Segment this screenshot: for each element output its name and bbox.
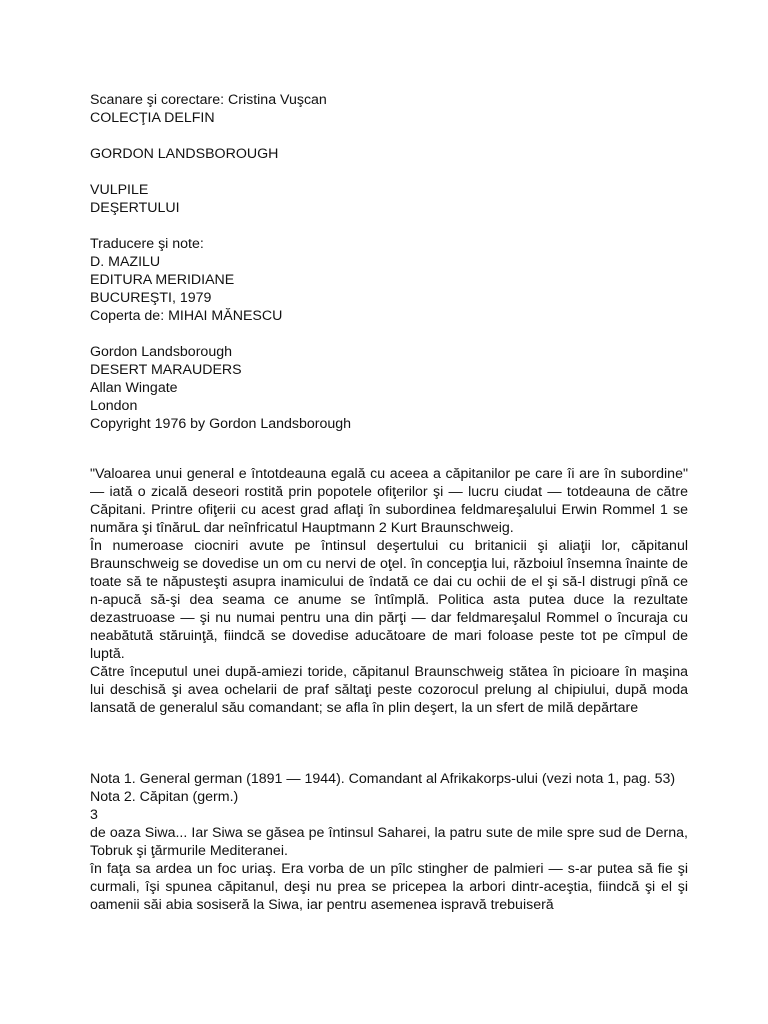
publisher-city-year: BUCUREŞTI, 1979 bbox=[90, 290, 212, 306]
body-text bbox=[90, 465, 688, 717]
title-line-1: VULPILE bbox=[90, 182, 149, 198]
spacer bbox=[90, 325, 688, 343]
body-paragraph: "Valoarea unui general e întotdeauna egală cu aceea a căpitanilor pe care îi are în subordine" — iată o zicală deseori rostită prin popotele ofiţerilor şi — lucru ciudat — totdeauna de către Căpitani. Printre ofiţerii cu acest grad aflaţi în subordinea feldmareşalului Erwin Rommel 1 se număra şi tînăruL dar neînfricatul Hauptmann 2 Kurt Braunschweig. bbox=[90, 466, 688, 536]
original-city: London bbox=[90, 398, 138, 414]
scan-credit: Scanare şi corectare: Cristina Vuşcan bbox=[90, 92, 327, 108]
publisher-name: EDITURA MERIDIANE bbox=[90, 272, 235, 288]
original-publisher: Allan Wingate bbox=[90, 380, 178, 396]
footnote: Nota 2. Căpitan (germ.) bbox=[90, 789, 239, 805]
body-paragraph: În numeroase ciocniri avute pe întinsul deşertului cu britanicii şi aliaţii lor, căpitanul Braunschweig se dovedise un om cu nervi de oţel. în concepţia lui, războiul însemna înainte de toate să te năpusteşti asupra inamicului de îndată ce dai cu ochii de el şi să-l distrugi pînă ce n-apucă să-şi dea seama ce anume se întîmplă. Politica asta putea duce la rezultate dezastruoase — şi nu numai pentru una din părţi — dar feldmareşalul Rommel o încuraja cu neabătută stăruinţă, fiindcă se dovedise aducătoare de mari foloase peste tot pe cîmpul de luptă. bbox=[90, 538, 688, 662]
spacer bbox=[90, 217, 688, 235]
spacer bbox=[90, 163, 688, 181]
continuation-paragraph: în faţa sa ardea un foc uriaş. Era vorba de un pîlc stingher de palmieri — s-ar putea să fie şi curmali, îşi spunea căpitanul, deşi nu prea se pricepea la arbori dintr-aceştia, fiindcă şi el şi oamenii săi abia sosiseră la Siwa, iar pentru asemenea ispravă trebuiseră bbox=[90, 861, 688, 913]
author-name: GORDON LANDSBOROUGH bbox=[90, 146, 279, 162]
original-title: DESERT MARAUDERS bbox=[90, 362, 242, 378]
original-author: Gordon Landsborough bbox=[90, 344, 232, 360]
translation-label: Traducere şi note: bbox=[90, 236, 204, 252]
title-line-2: DEŞERTULUI bbox=[90, 200, 180, 216]
body-paragraph: Către începutul unei după-amiezi toride, căpitanul Braunschweig stătea în picioare în maşina lui deschisă şi avea ochelarii de praf săltaţi peste cozorocul prelung al chipiului, după moda lansată de generalul său comandant; se afla în plin deşert, la un sfert de milă depărtare bbox=[90, 664, 688, 716]
continuation-paragraph: de oaza Siwa... Iar Siwa se găsea pe întinsul Saharei, la patru sute de mile spre sud de Derna, Tobruk şi ţărmurile Mediteranei. bbox=[90, 825, 688, 859]
page-number: 3 bbox=[90, 807, 98, 823]
collection-name: COLECŢIA DELFIN bbox=[90, 110, 215, 126]
cover-credit: Coperta de: MIHAI MĂNESCU bbox=[90, 308, 283, 324]
spacer bbox=[90, 127, 688, 145]
front-matter bbox=[90, 91, 688, 433]
footnotes bbox=[90, 770, 688, 914]
footnote: Nota 1. General german (1891 — 1944). Comandant al Afrikakorps-ului (vezi nota 1, pag. 53) bbox=[90, 771, 676, 787]
copyright-line: Copyright 1976 by Gordon Landsborough bbox=[90, 416, 352, 432]
translator-name: D. MAZILU bbox=[90, 254, 161, 270]
